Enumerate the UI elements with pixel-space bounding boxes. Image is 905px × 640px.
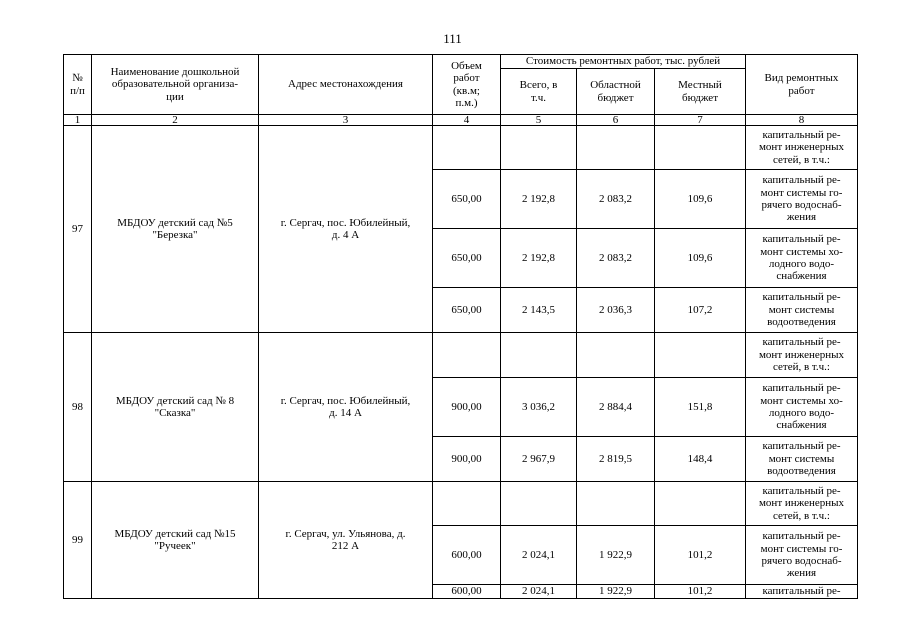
volume-cell	[433, 482, 501, 526]
header-regional: Областной бюджет	[577, 69, 655, 115]
work-type-cell: капитальный ре- монт системы водоотведения	[746, 288, 858, 333]
volume-cell: 650,00	[433, 229, 501, 288]
row-number: 99	[64, 482, 92, 599]
regional-cell: 2 884,4	[577, 378, 655, 437]
column-number: 3	[259, 115, 433, 126]
header-volume: Объем работ (кв.м; п.м.)	[433, 55, 501, 115]
local-cell: 151,8	[655, 378, 746, 437]
column-number: 6	[577, 115, 655, 126]
column-number: 1	[64, 115, 92, 126]
organization-name: МБДОУ детский сад № 8 "Сказка"	[92, 333, 259, 482]
local-cell: 101,2	[655, 526, 746, 585]
regional-cell: 2 083,2	[577, 229, 655, 288]
header-total: Всего, в т.ч.	[501, 69, 577, 115]
regional-cell	[577, 333, 655, 378]
column-number: 8	[746, 115, 858, 126]
volume-cell: 600,00	[433, 526, 501, 585]
local-cell: 148,4	[655, 437, 746, 482]
work-type-cell: капитальный ре- монт системы го- рячего водоснаб- жения	[746, 526, 858, 585]
volume-cell: 900,00	[433, 437, 501, 482]
total-cell: 2 967,9	[501, 437, 577, 482]
work-type-cell: капитальный ре- монт системы хо- лодного водо- снабжения	[746, 229, 858, 288]
work-type-cell: капитальный ре- монт инженерных сетей, в т.ч.:	[746, 333, 858, 378]
local-cell: 109,6	[655, 229, 746, 288]
column-number: 2	[92, 115, 259, 126]
total-cell: 2 024,1	[501, 526, 577, 585]
volume-cell	[433, 126, 501, 170]
regional-cell: 2 083,2	[577, 170, 655, 229]
organization-name: МБДОУ детский сад №5 "Березка"	[92, 126, 259, 333]
header-num: № п/п	[64, 55, 92, 115]
work-type-cell: капитальный ре-	[746, 585, 858, 599]
header-address: Адрес местонахождения	[259, 55, 433, 115]
repair-works-table	[63, 54, 858, 599]
local-cell	[655, 482, 746, 526]
local-cell: 101,2	[655, 585, 746, 599]
work-type-cell: капитальный ре- монт системы го- рячего водоснаб- жения	[746, 170, 858, 229]
total-cell: 3 036,2	[501, 378, 577, 437]
total-cell: 2 192,8	[501, 229, 577, 288]
work-type-cell: капитальный ре- монт системы водоотведения	[746, 437, 858, 482]
header-name: Наименование дошкольной образовательной организа- ции	[92, 55, 259, 115]
work-type-cell: капитальный ре- монт инженерных сетей, в т.ч.:	[746, 482, 858, 526]
volume-cell: 900,00	[433, 378, 501, 437]
column-number: 5	[501, 115, 577, 126]
page-number: 111	[443, 31, 462, 46]
local-cell	[655, 333, 746, 378]
total-cell: 2 192,8	[501, 170, 577, 229]
volume-cell: 600,00	[433, 585, 501, 599]
regional-cell: 2 036,3	[577, 288, 655, 333]
total-cell: 2 143,5	[501, 288, 577, 333]
row-number: 98	[64, 333, 92, 482]
total-cell: 2 024,1	[501, 585, 577, 599]
local-cell: 109,6	[655, 170, 746, 229]
total-cell	[501, 482, 577, 526]
organization-address: г. Сергач, пос. Юбилейный, д. 14 А	[259, 333, 433, 482]
work-type-cell: капитальный ре- монт системы хо- лодного водо- снабжения	[746, 378, 858, 437]
regional-cell: 1 922,9	[577, 585, 655, 599]
organization-name: МБДОУ детский сад №15 "Ручеек"	[92, 482, 259, 599]
volume-cell	[433, 333, 501, 378]
total-cell	[501, 333, 577, 378]
local-cell: 107,2	[655, 288, 746, 333]
local-cell	[655, 126, 746, 170]
regional-cell	[577, 126, 655, 170]
volume-cell: 650,00	[433, 288, 501, 333]
header-local: Местный бюджет	[655, 69, 746, 115]
column-number: 7	[655, 115, 746, 126]
column-number: 4	[433, 115, 501, 126]
organization-address: г. Сергач, ул. Ульянова, д. 212 А	[259, 482, 433, 599]
header-cost-group: Стоимость ремонтных работ, тыс. рублей	[501, 55, 746, 69]
volume-cell: 650,00	[433, 170, 501, 229]
regional-cell: 2 819,5	[577, 437, 655, 482]
total-cell	[501, 126, 577, 170]
regional-cell: 1 922,9	[577, 526, 655, 585]
organization-address: г. Сергач, пос. Юбилейный, д. 4 А	[259, 126, 433, 333]
work-type-cell: капитальный ре- монт инженерных сетей, в т.ч.:	[746, 126, 858, 170]
header-work-type: Вид ремонтных работ	[746, 55, 858, 115]
row-number: 97	[64, 126, 92, 333]
regional-cell	[577, 482, 655, 526]
